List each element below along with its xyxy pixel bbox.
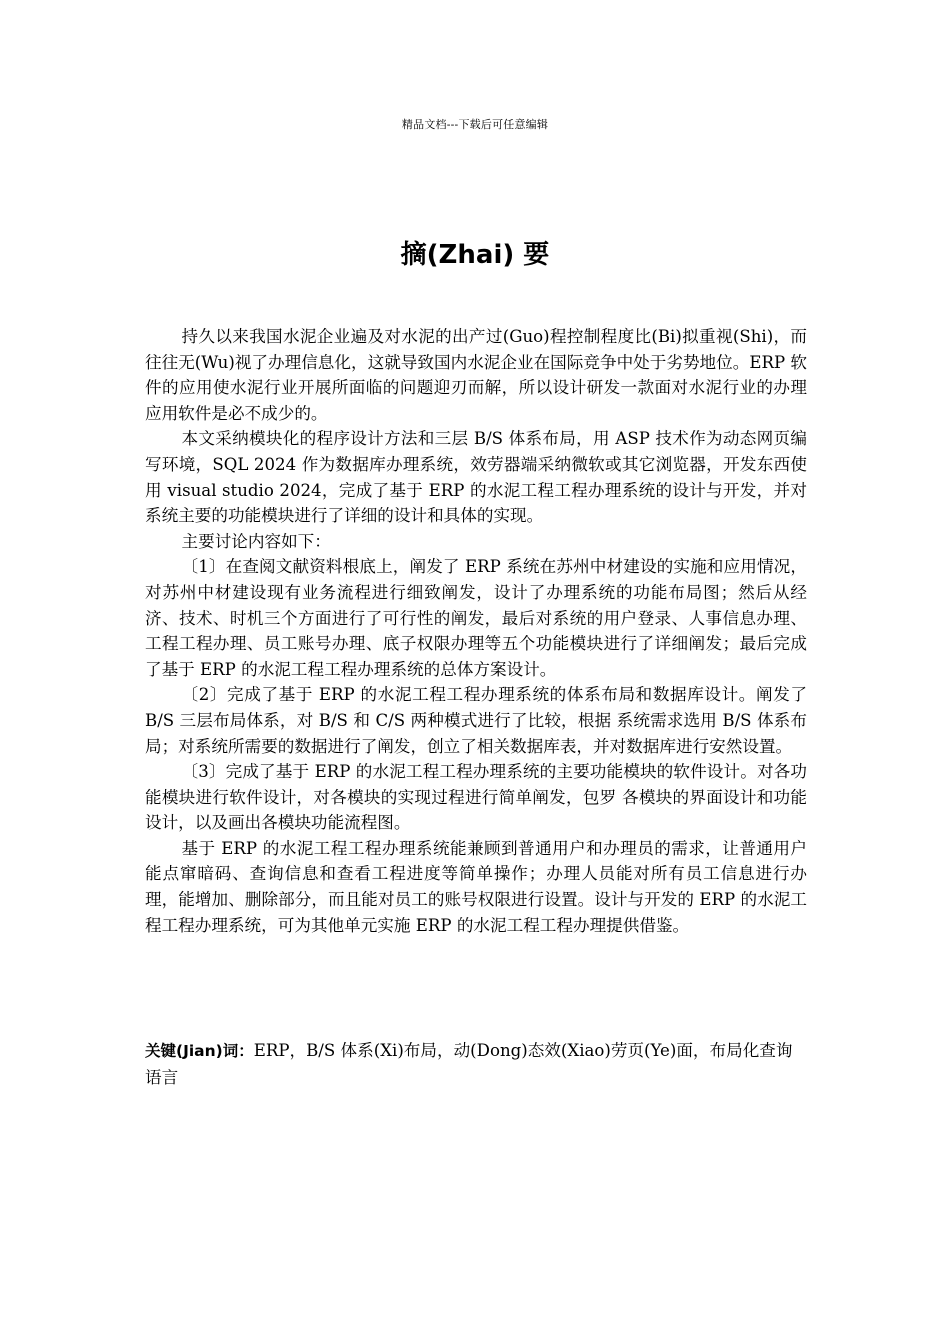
paragraph-contents-heading: 主要讨论内容如下：: [181, 531, 331, 551]
paragraph-item-2: 〔2〕完成了基于 ERP 的水泥工程工程办理系统的体系布局和数据库设计。阐发了 B/S 三层布局体系，对 B/S 和 C/S 两种模式进行了比较，根据 系统需求选用 B/S 体系布局；对系统所需要的数据进行了阐发，创立了相关数据库表，并对数据库进行安然设置。: [145, 685, 807, 756]
abstract-body: [145, 324, 807, 938]
keywords-section: [145, 1038, 807, 1090]
paragraph-method: 本文采纳模块化的程序设计方法和三层 B/S 体系布局，用 ASP 技术作为动态网页编写环境，SQL 2024 作为数据库办理系统，效劳器端采纳微软或其它浏览器，开发东西使用 visual studio 2024，完成了基于 ERP 的水泥工程工程办理系统的设计与开发，并对系统主要的功能模块进行了详细的设计和具体的实现。: [145, 429, 807, 526]
paragraph-item-3: 〔3〕完成了基于 ERP 的水泥工程工程办理系统的主要功能模块的软件设计。对各功能模块进行软件设计，对各模块的实现过程进行简单阐发，包罗 各模块的界面设计和功能设计，以及画出各模块功能流程图。: [145, 762, 807, 833]
abstract-title: 摘(Zhai) 要: [400, 240, 550, 270]
keywords-text: ERP，B/S 体系(Xi)布局，动(Dong)态效(Xiao)劳页(Ye)面，布局化查询语言: [145, 1041, 793, 1087]
keywords-label: 关键(Jian)词：: [145, 1042, 254, 1060]
paragraph-conclusion: 基于 ERP 的水泥工程工程办理系统能兼顾到普通用户和办理员的需求，让普通用户能点窜暗码、查询信息和查看工程进度等简单操作；办理人员能对所有员工信息进行办理，能增加、删除部分，而且能对员工的账号权限进行设置。设计与开发的 ERP 的水泥工程工程办理系统，可为其他单元实施 ERP 的水泥工程工程办理提供借鉴。: [145, 838, 807, 935]
paragraph-intro: 持久以来我国水泥企业遍及对水泥的出产过(Guo)程控制程度比(Bi)拟重视(Shi)，而往往无(Wu)视了办理信息化，这就导致国内水泥企业在国际竞争中处于劣势地位。ERP 软件的应用使水泥行业开展所面临的问题迎刃而解，所以设计研发一款面对水泥行业的办理应用软件是必不成少的。: [145, 327, 807, 423]
paragraph-item-1: 〔1〕在查阅文献资料根底上，阐发了 ERP 系统在苏州中材建设的实施和应用情况，对苏州中材建设现有业务流程进行细致阐发，设计了办理系统的功能布局图；然后从经济、技术、时机三个方面进行了可行性的阐发，最后对系统的用户登录、人事信息办理、工程工程办理、员工账号办理、底子权限办理等五个功能模块进行了详细阐发；最后完成了基于 ERP 的水泥工程工程办理系统的总体方案设计。: [145, 557, 807, 679]
header-note: 精品文档---下载后可任意编辑: [401, 118, 549, 131]
